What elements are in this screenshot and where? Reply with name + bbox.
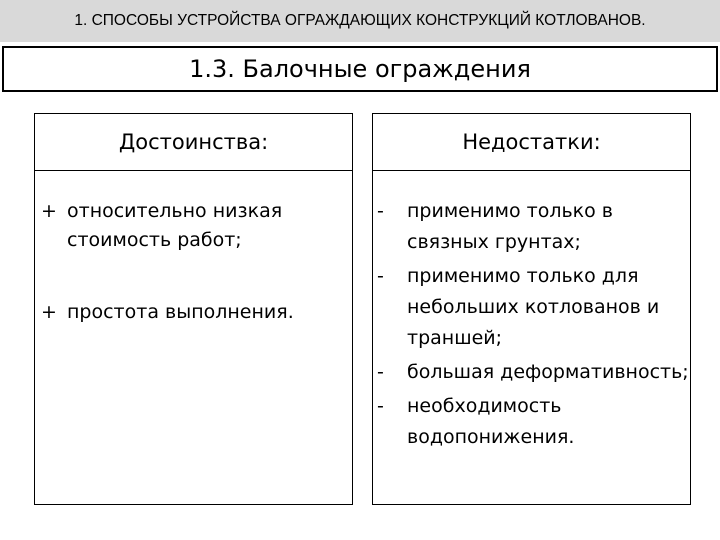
list-item [373,196,690,258]
advantage-text: относительно низкая стоимость работ; [67,200,283,251]
dash-marker: - [377,395,384,417]
page-header [0,0,720,42]
disadvantage-text: применимо только в связных грунтах; [407,200,613,253]
list-item [373,261,690,354]
list-item [373,357,690,388]
plus-marker: + [41,301,57,323]
disadvantage-text: необходимость водопонижения. [407,395,575,448]
list-item [35,197,352,255]
list-item [35,298,352,327]
disadvantages-column [372,113,691,505]
disadvantages-heading: Недостатки: [373,114,690,171]
disadvantages-list [373,171,690,453]
dash-marker: - [377,361,384,383]
dash-marker: - [377,265,384,287]
advantages-column [34,113,353,505]
section-title-box [2,46,718,92]
disadvantage-text: применимо только для небольших котлованов и траншей; [407,265,660,349]
header-title: 1. СПОСОБЫ УСТРОЙСТВА ОГРАЖДАЮЩИХ КОНСТРУКЦИЙ КОТЛОВАНОВ. [74,12,646,29]
advantages-heading: Достоинства: [35,114,352,171]
advantages-list [35,171,352,327]
section-title: 1.3. Балочные ограждения [189,55,531,83]
advantage-text: простота выполнения. [67,301,294,323]
list-item [373,391,690,453]
plus-marker: + [41,200,57,222]
disadvantage-text: большая деформативность; [407,361,689,383]
dash-marker: - [377,200,384,222]
